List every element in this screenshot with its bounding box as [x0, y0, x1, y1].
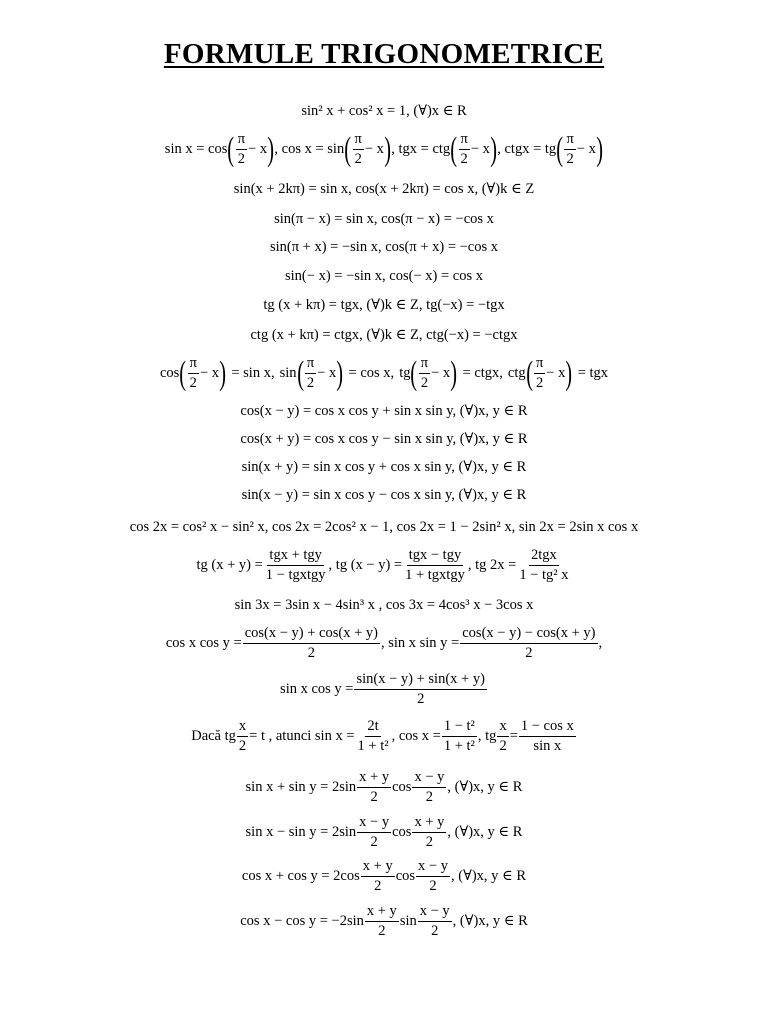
paren-open: ( [179, 355, 187, 393]
numerator: x − y [412, 770, 446, 788]
denominator: 1 − tg² x [519, 567, 569, 584]
numerator: π [459, 132, 470, 150]
numerator: π [419, 356, 430, 374]
formula-part: tg [399, 365, 411, 382]
denominator: 2 [370, 834, 378, 851]
fraction [564, 132, 575, 167]
denominator: sin x [533, 738, 562, 755]
formula-text: sin(x + y) = sin x cos y + cos x sin y, (∀)x, y ∈ R [241, 459, 527, 475]
denominator: 2 [460, 151, 468, 168]
denominator: 2 [429, 878, 437, 895]
fraction [517, 548, 570, 583]
paren-open: ( [410, 355, 418, 393]
denominator: 2 [425, 834, 434, 851]
paren-close: ) [565, 355, 573, 393]
formula-sin-minus-sin [0, 815, 768, 850]
formula-part: − x [546, 365, 566, 382]
fraction [353, 132, 364, 167]
denominator: 2 [307, 645, 315, 662]
denominator: 2 [374, 878, 382, 895]
formula-part: cos [392, 779, 412, 796]
formula-part: sin x = cos [164, 141, 228, 158]
formula-part: ctg [507, 365, 526, 382]
denominator: 2 [536, 375, 544, 392]
formula-part: , cos x = [391, 728, 441, 745]
formula-product-cos [0, 626, 768, 661]
formula-sin-plus-sin [0, 770, 768, 805]
formula-periodicity [0, 182, 768, 197]
fraction [497, 719, 508, 754]
fraction [459, 132, 470, 167]
numerator: x + y [357, 770, 391, 788]
formula-part: , tg [477, 728, 497, 745]
formula-text: sin(π + x) = −sin x, cos(π + x) = −cos x [269, 239, 499, 255]
denominator: 1 + t² [443, 738, 475, 755]
fraction [460, 626, 597, 661]
formula-double-angle [0, 520, 768, 535]
fraction [357, 770, 391, 805]
formula-part: , (∀)x, y ∈ R [447, 779, 523, 796]
formula-text: tg (x + kπ) = tgx, (∀)k ∈ Z, tg(−x) = −tgx [263, 297, 505, 313]
denominator: 1 − tgxtgy [265, 567, 326, 584]
paren-close: ) [596, 131, 603, 169]
paren-open: ( [556, 131, 564, 169]
formula-part: = tgx [577, 365, 609, 382]
formula-cos-sum [0, 432, 768, 447]
formula-part: = [509, 728, 518, 745]
paren-close: ) [450, 355, 458, 393]
numerator: π [305, 356, 316, 374]
formula-half-angle [0, 719, 768, 754]
fraction [403, 548, 467, 583]
denominator: 2 [431, 923, 439, 940]
numerator: 1 − t² [442, 719, 477, 737]
denominator: 2 [425, 789, 434, 806]
formula-part: cos x cos y = [165, 635, 242, 652]
formula-product-sin-cos [0, 672, 768, 707]
formula-text: sin(x + 2kπ) = sin x, cos(x + 2kπ) = cos x, (∀)k ∈ Z [233, 181, 535, 197]
formula-part: − x [470, 141, 490, 158]
formula-tg-sum [0, 548, 768, 583]
formula-part: = sin x, [231, 365, 275, 382]
formula-part: − x [248, 141, 268, 158]
numerator: x [237, 719, 248, 737]
fraction [305, 356, 316, 391]
fraction [365, 904, 399, 939]
formula-part: sin [279, 365, 297, 382]
formula-text: cos 2x = cos² x − sin² x, cos 2x = 2cos² x − 1, cos 2x = 1 − 2sin² x, sin 2x = 2sin x cos x [129, 519, 639, 535]
denominator: 2 [237, 151, 245, 168]
numerator: x − y [357, 815, 391, 833]
paren-close: ) [336, 355, 344, 393]
formula-ctg-periodicity [0, 328, 768, 343]
numerator: 2tgx [529, 548, 559, 566]
paren-open: ( [227, 131, 235, 169]
numerator: π [534, 356, 545, 374]
page-title: FORMULE TRIGONOMETRICE [163, 38, 605, 70]
formula-part: = cos x, [348, 365, 395, 382]
fraction [264, 548, 328, 583]
formula-complementary [0, 132, 768, 167]
fraction [442, 719, 477, 754]
paren-open: ( [296, 355, 304, 393]
formula-sin-diff [0, 488, 768, 503]
formula-text: cos(x + y) = cos x cos y − sin x sin y, (∀)x, y ∈ R [240, 431, 528, 447]
fraction [419, 356, 430, 391]
formula-part: cos x + cos y = 2cos [241, 868, 360, 885]
fraction [356, 719, 391, 754]
fraction [237, 719, 248, 754]
formula-text: sin 3x = 3sin x − 4sin³ x , cos 3x = 4cos³ x − 3cos x [234, 597, 534, 613]
numerator: π [236, 132, 247, 150]
numerator: π [353, 132, 364, 150]
paren-close: ) [490, 131, 497, 169]
denominator: 2 [354, 151, 362, 168]
numerator: x + y [361, 859, 395, 877]
fraction [519, 719, 576, 754]
formula-part: , tgx = ctg [391, 141, 451, 158]
formula-pythagorean [0, 104, 768, 119]
paren-open: ( [525, 355, 533, 393]
fraction [357, 815, 391, 850]
fraction [534, 356, 545, 391]
paren-close: ) [219, 355, 227, 393]
paren-close: ) [384, 131, 391, 169]
formula-part: , ctgx = tg [497, 141, 557, 158]
formula-text: sin(− x) = −sin x, cos(− x) = cos x [285, 268, 483, 284]
numerator: 2t [365, 719, 380, 737]
fraction [361, 859, 395, 894]
numerator: 1 − cos x [519, 719, 576, 737]
fraction [412, 815, 446, 850]
denominator: 2 [378, 923, 386, 940]
denominator: 2 [370, 789, 378, 806]
denominator: 1 + tgxtgy [405, 567, 465, 584]
formula-pi-plus [0, 240, 768, 255]
formula-part: , (∀)x, y ∈ R [450, 868, 527, 885]
fraction [412, 770, 446, 805]
formula-part: , (∀)x, y ∈ R [452, 913, 528, 930]
formula-cos-plus-cos [0, 859, 768, 894]
formula-tg-periodicity [0, 298, 768, 313]
formula-part: cos [159, 365, 180, 382]
formula-part: , (∀)x, y ∈ R [447, 824, 523, 841]
formula-text: cos(x − y) = cos x cos y + sin x sin y, (∀)x, y ∈ R [240, 403, 528, 419]
fraction [416, 859, 450, 894]
numerator: π [564, 132, 575, 150]
numerator: π [188, 356, 199, 374]
formula-pi-minus [0, 212, 768, 227]
formula-part: − x [199, 365, 220, 382]
formula-part: , cos x = sin [274, 141, 345, 158]
numerator: tgx + tgy [267, 548, 324, 566]
formula-part: , tg 2x = [467, 557, 517, 574]
denominator: 2 [566, 151, 574, 168]
formula-part: cos [395, 868, 416, 885]
formula-part: , [598, 635, 603, 652]
numerator: sin(x − y) + sin(x + y) [354, 672, 486, 690]
paren-open: ( [344, 131, 352, 169]
numerator: cos(x − y) − cos(x + y) [460, 626, 597, 644]
denominator: 2 [189, 375, 197, 392]
numerator: cos(x − y) + cos(x + y) [243, 626, 380, 644]
numerator: x + y [412, 815, 446, 833]
formula-part: sin [399, 913, 417, 930]
formula-triple-angle [0, 598, 768, 613]
fraction [243, 626, 380, 661]
formula-text: sin² x + cos² x = 1, (∀)x ∈ R [301, 103, 467, 119]
denominator: 2 [525, 645, 533, 662]
formula-part: cos [392, 824, 412, 841]
formula-part: tg (x + y) = [196, 557, 263, 574]
formula-part: − x [364, 141, 384, 158]
denominator: 1 + t² [357, 738, 389, 755]
denominator: 2 [238, 738, 247, 755]
paren-open: ( [450, 131, 458, 169]
formula-parity [0, 269, 768, 284]
denominator: 2 [306, 375, 315, 392]
formula-part: − x [576, 141, 596, 158]
fraction [188, 356, 199, 391]
formula-text: sin(x − y) = sin x cos y − cos x sin y, (∀)x, y ∈ R [241, 487, 527, 503]
formula-part: − x [317, 365, 337, 382]
formula-part: sin x cos y = [280, 681, 354, 698]
numerator: tgx − tgy [407, 548, 464, 566]
denominator: 2 [417, 691, 425, 708]
denominator: 2 [420, 375, 429, 392]
formula-part: Dacă tg [191, 728, 236, 745]
formula-cos-diff [0, 404, 768, 419]
formula-cos-minus-cos [0, 904, 768, 939]
formula-part: = t , atunci sin x = [249, 728, 355, 745]
formula-part: − x [431, 365, 451, 382]
formula-sin-sum [0, 460, 768, 475]
formula-part: , sin x sin y = [380, 635, 460, 652]
fraction [418, 904, 452, 939]
numerator: x − y [418, 904, 452, 922]
fraction [354, 672, 486, 707]
fraction [236, 132, 247, 167]
formula-text: ctg (x + kπ) = ctgx, (∀)k ∈ Z, ctg(−x) = −ctgx [250, 327, 518, 343]
formula-part: sin x − sin y = 2sin [245, 824, 357, 841]
formula-part: sin x + sin y = 2sin [245, 779, 357, 796]
denominator: 2 [499, 738, 507, 755]
paren-close: ) [267, 131, 275, 169]
numerator: x + y [365, 904, 399, 922]
formula-part: , tg (x − y) = [328, 557, 403, 574]
formula-text: sin(π − x) = sin x, cos(π − x) = −cos x [274, 211, 494, 227]
formula-part: cos x − cos y = −2sin [240, 913, 364, 930]
numerator: x − y [416, 859, 450, 877]
numerator: x [497, 719, 508, 737]
formula-complementary-2 [0, 356, 768, 391]
formula-part: = ctgx, [462, 365, 503, 382]
